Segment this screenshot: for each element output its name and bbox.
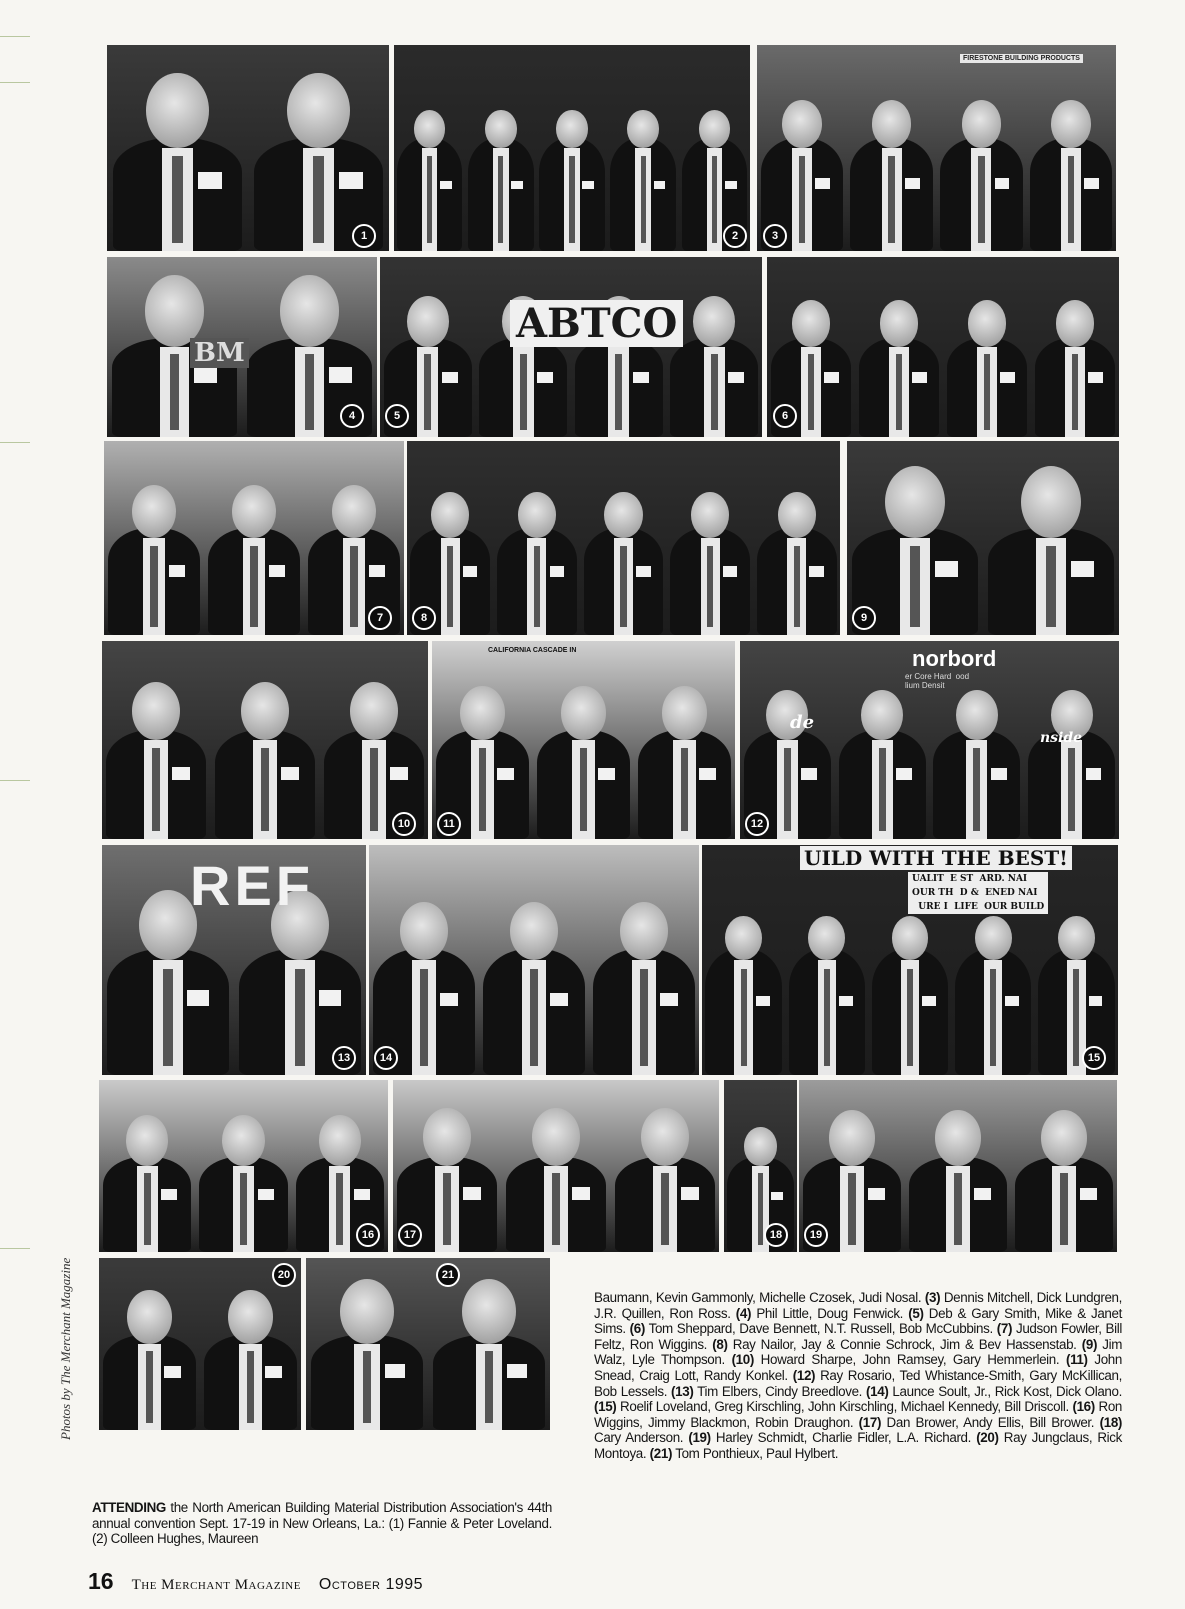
caption-item-number: (15): [594, 1399, 617, 1415]
name-badge: [265, 1366, 282, 1378]
photo-credit: Photos by The Merchant Magazine: [58, 1257, 73, 1440]
face: [462, 1279, 516, 1344]
caption-item-number: (3): [924, 1290, 941, 1305]
face: [627, 110, 658, 148]
face: [319, 1115, 362, 1166]
tie: [824, 969, 830, 1066]
face: [232, 485, 276, 538]
sign-norbord-sub: er Core Hard ood lium Densit: [905, 672, 970, 690]
name-badge: [354, 1189, 370, 1201]
name-badge: [633, 372, 649, 383]
name-badge: [1086, 768, 1102, 779]
name-badge: [922, 996, 936, 1006]
tie: [984, 354, 990, 430]
name-badge: [824, 372, 839, 383]
name-badge: [463, 1187, 481, 1200]
tie: [711, 354, 718, 430]
name-badge: [654, 181, 666, 190]
face: [485, 110, 516, 148]
face: [975, 916, 1012, 960]
margin-rule: [0, 82, 30, 83]
margin-rule: [0, 780, 30, 781]
photo: [306, 1258, 550, 1430]
tie: [978, 156, 985, 243]
name-badge: [723, 566, 737, 576]
caption-item-names: Roelif Loveland, Greg Kirschling, John Kirschling, Michael Kennedy, Bill Driscoll.: [620, 1399, 1069, 1415]
name-badge: [572, 1187, 590, 1200]
face: [782, 100, 822, 148]
face: [962, 100, 1002, 148]
tie: [707, 546, 713, 627]
caption-item-number: (18): [1099, 1414, 1123, 1430]
tie: [681, 748, 688, 831]
face: [935, 1110, 982, 1166]
tie: [1068, 748, 1075, 831]
tie: [661, 1173, 669, 1245]
photo-number-badge: 5: [385, 404, 409, 428]
tie: [910, 546, 920, 627]
sign-inside-b: nside: [1040, 730, 1083, 746]
photo-number-badge: 7: [368, 606, 392, 630]
name-badge: [912, 372, 927, 383]
caption-lead: ATTENDING: [92, 1500, 166, 1515]
photo: [394, 45, 750, 251]
caption-item-number: (11): [1065, 1352, 1088, 1368]
name-badge: [1084, 178, 1099, 189]
face: [892, 916, 929, 960]
caption-left-text: the North American Building Material Distribution Association's 44th annual convention Sept. 17-19 in New Orleans, La.: (1) Fannie & Peter Loveland. (2) Colleen Hughes, Maureen: [92, 1500, 552, 1547]
face: [662, 686, 707, 740]
photo: [767, 257, 1119, 437]
tie: [879, 748, 886, 831]
face: [340, 1279, 394, 1344]
face: [808, 916, 845, 960]
photo-number-badge: 14: [374, 1046, 398, 1070]
tie: [530, 969, 538, 1066]
tie: [1073, 969, 1079, 1066]
face: [556, 110, 587, 148]
face: [132, 682, 180, 740]
face: [518, 492, 556, 538]
tie: [170, 354, 180, 430]
caption-item-names: Tom Sheppard, Dave Bennett, N.T. Russell, Bob McCubbins.: [648, 1321, 993, 1337]
photo-number-badge: 19: [804, 1223, 828, 1247]
caption-item-names: Jim Walz, Lyle Thompson.: [594, 1336, 1123, 1368]
face: [861, 690, 903, 740]
tie: [163, 969, 173, 1066]
caption-item-names: Tom Ponthieux, Paul Hylbert.: [675, 1445, 839, 1461]
sign-build-sub: UALIT E ST ARD. NAI OUR TH D & ENED NAI URE I LIFE OUR BUILD: [908, 872, 1048, 914]
tie: [447, 546, 453, 627]
caption-item-number: (10): [731, 1352, 754, 1368]
face: [641, 1108, 689, 1166]
name-badge: [385, 1364, 405, 1379]
face: [132, 485, 176, 538]
caption-item-names: Phil Little, Doug Fenwick.: [756, 1305, 904, 1321]
tie: [896, 354, 902, 430]
tie: [313, 156, 323, 243]
photo-number-badge: 2: [723, 224, 747, 248]
tie: [580, 748, 587, 831]
tie: [907, 969, 913, 1066]
face: [1021, 466, 1081, 538]
caption-item-names: Harley Schmidt, Charlie Fidler, L.A. Richard.: [715, 1430, 972, 1446]
margin-rule: [0, 1248, 30, 1249]
tie: [498, 156, 503, 243]
caption-item-names: Howard Sharpe, John Ramsey, Gary Hemmerlein.: [760, 1352, 1060, 1368]
tie: [973, 748, 980, 831]
tie: [336, 1173, 343, 1245]
tie: [250, 546, 257, 627]
name-badge: [699, 768, 716, 780]
photo-number-badge: 15: [1082, 1046, 1106, 1070]
name-badge: [839, 996, 853, 1006]
tie: [640, 969, 648, 1066]
face: [139, 890, 197, 960]
name-badge: [164, 1366, 181, 1378]
caption-item-number: (19): [688, 1430, 711, 1446]
caption-item-names: Dan Brower, Andy Ellis, Bill Brower.: [886, 1414, 1095, 1430]
name-badge: [329, 367, 351, 383]
name-badge: [161, 1189, 177, 1201]
caption-left: [92, 1500, 552, 1547]
tie: [1068, 156, 1075, 243]
name-badge: [935, 561, 958, 577]
tie: [520, 354, 527, 430]
tie: [144, 1173, 151, 1245]
photo: [104, 441, 404, 635]
face: [414, 110, 445, 148]
name-badge: [281, 767, 299, 780]
face: [778, 492, 816, 538]
name-badge: [868, 1188, 886, 1201]
tie: [534, 546, 540, 627]
photo: [432, 641, 735, 839]
name-badge: [598, 768, 615, 780]
caption-item-names: Ron Wiggins, Jimmy Blackmon, Robin Draughon.: [594, 1399, 1123, 1430]
name-badge: [442, 372, 458, 383]
name-badge: [636, 566, 650, 576]
tie: [146, 1351, 153, 1423]
tie: [808, 354, 814, 430]
face: [829, 1110, 876, 1166]
tie: [240, 1173, 247, 1245]
caption-item-names: John Snead, Craig Lott, Randy Konkel.: [594, 1352, 1122, 1383]
face: [693, 296, 735, 347]
name-badge: [1071, 561, 1094, 577]
photo-number-badge: 1: [352, 224, 376, 248]
photo: [393, 1080, 719, 1252]
tie: [954, 1173, 962, 1245]
caption-item-number: (21): [649, 1445, 673, 1461]
tie: [990, 969, 996, 1066]
tie: [784, 748, 791, 831]
tie: [758, 1173, 763, 1245]
photo-number-badge: 3: [763, 224, 787, 248]
photo-number-badge: 18: [764, 1223, 788, 1247]
photo-number-badge: 13: [332, 1046, 356, 1070]
caption-item-number: (9): [1081, 1336, 1098, 1352]
tie: [1046, 546, 1056, 627]
photo-number-badge: 9: [852, 606, 876, 630]
tie: [427, 156, 432, 243]
photo-number-badge: 20: [272, 1263, 296, 1287]
face: [872, 100, 912, 148]
face: [691, 492, 729, 538]
caption-right: [594, 1290, 1122, 1462]
photo-number-badge: 16: [356, 1223, 380, 1247]
tie: [443, 1173, 451, 1245]
name-badge: [974, 1188, 992, 1201]
name-badge: [660, 993, 678, 1006]
face: [792, 300, 831, 347]
face: [332, 485, 376, 538]
tie: [1072, 354, 1078, 430]
tie: [479, 748, 486, 831]
name-badge: [507, 1364, 527, 1379]
name-badge: [809, 566, 823, 576]
face: [423, 1108, 471, 1166]
face: [1051, 100, 1091, 148]
sign-bm: BM: [190, 338, 249, 368]
tie: [615, 354, 622, 430]
face: [1056, 300, 1095, 347]
caption-item-number: (17): [858, 1414, 882, 1430]
photo-number-badge: 10: [392, 812, 416, 836]
sign-inside-a: de: [790, 712, 815, 733]
photo-number-badge: 21: [436, 1263, 460, 1287]
tie: [295, 969, 305, 1066]
face: [699, 110, 730, 148]
name-badge: [905, 178, 920, 189]
caption-item-number: (5): [908, 1305, 924, 1321]
photo: [757, 45, 1116, 251]
face: [620, 902, 669, 960]
face: [880, 300, 919, 347]
tie: [247, 1351, 254, 1423]
tie: [152, 748, 160, 831]
photo-number-badge: 12: [745, 812, 769, 836]
face: [222, 1115, 265, 1166]
margin-rule: [0, 36, 30, 37]
name-badge: [172, 767, 190, 780]
tie: [552, 1173, 560, 1245]
name-badge: [511, 181, 523, 190]
magazine-name: The Merchant Magazine: [131, 1577, 301, 1593]
photo-number-badge: 4: [340, 404, 364, 428]
caption-item-number: (8): [712, 1336, 728, 1352]
name-badge: [194, 367, 216, 383]
caption-item-names: Launce Soult, Jr., Rick Kost, Dick Olano.: [892, 1383, 1122, 1399]
photo: [99, 1258, 301, 1430]
face: [287, 73, 349, 148]
face: [744, 1127, 776, 1166]
face: [968, 300, 1007, 347]
face: [400, 902, 449, 960]
face: [146, 73, 208, 148]
sign-abtco: ABTCO: [510, 300, 683, 347]
name-badge: [995, 178, 1010, 189]
face: [280, 275, 340, 347]
name-badge: [258, 1189, 274, 1201]
sign-norbord: norbord: [912, 646, 997, 671]
name-badge: [319, 990, 341, 1006]
name-badge: [1005, 996, 1019, 1006]
photo-number-badge: 6: [773, 404, 797, 428]
tie: [370, 748, 378, 831]
face: [241, 682, 289, 740]
photo-number-badge: 11: [437, 812, 461, 836]
caption-item-names: Judson Fowler, Bill Feltz, Ron Wiggins.: [594, 1321, 1122, 1352]
photo-number-badge: 17: [398, 1223, 422, 1247]
name-badge: [815, 178, 830, 189]
tie: [1060, 1173, 1068, 1245]
caption-item-names: Deb & Gary Smith, Mike & Janet Sims.: [594, 1305, 1122, 1337]
tie: [620, 546, 626, 627]
name-badge: [390, 767, 408, 780]
name-badge: [463, 566, 477, 576]
margin-rule: [0, 442, 30, 443]
page-number: 16: [88, 1568, 114, 1594]
tie: [305, 354, 315, 430]
caption-item-names: Ray Jungclaus, Rick Montoya.: [594, 1430, 1122, 1461]
name-badge: [991, 768, 1007, 779]
name-badge: [440, 181, 452, 190]
photo: [99, 1080, 388, 1252]
face: [561, 686, 606, 740]
name-badge: [369, 565, 386, 577]
photo: [107, 45, 389, 251]
name-badge: [896, 768, 912, 779]
caption-item-number: (7): [996, 1321, 1013, 1337]
name-badge: [1000, 372, 1015, 383]
tie: [641, 156, 646, 243]
name-badge: [537, 372, 553, 383]
caption-item-names: Dennis Mitchell, Dick Lundgren, J.R. Quillen, Ron Ross.: [594, 1290, 1123, 1321]
tie: [888, 156, 895, 243]
name-badge: [1080, 1188, 1098, 1201]
face: [510, 902, 559, 960]
tie: [799, 156, 806, 243]
page-footer: [88, 1568, 423, 1595]
name-badge: [198, 172, 221, 189]
sign-california: CALIFORNIA CASCADE IN: [488, 647, 577, 654]
caption-item-number: (16): [1072, 1399, 1095, 1415]
caption-item-names: Baumann, Kevin Gammonly, Michelle Czosek, Judi Nosal.: [594, 1290, 922, 1305]
name-badge: [728, 372, 744, 383]
face: [127, 1290, 172, 1344]
caption-item-names: Ray Rosario, Ted Whistance-Smith, Gary McKillican, Bob Lessels.: [594, 1367, 1122, 1399]
name-badge: [550, 993, 568, 1006]
face: [126, 1115, 169, 1166]
face: [885, 466, 945, 538]
face: [460, 686, 505, 740]
name-badge: [440, 993, 458, 1006]
name-badge: [771, 1192, 783, 1201]
face: [1041, 1110, 1088, 1166]
caption-item-number: (14): [866, 1383, 889, 1399]
face: [532, 1108, 580, 1166]
face: [228, 1290, 273, 1344]
caption-item-number: (13): [671, 1383, 694, 1399]
caption-item-names: Ray Nailor, Jay & Connie Schrock, Jim & Bev Hassenstab.: [732, 1336, 1077, 1352]
name-badge: [582, 181, 594, 190]
face: [725, 916, 762, 960]
face: [407, 296, 449, 347]
photo: [407, 441, 840, 635]
photo-number-badge: 8: [412, 606, 436, 630]
face: [145, 275, 205, 347]
face: [604, 492, 642, 538]
sign-firestone: FIRESTONE BUILDING PRODUCTS: [960, 54, 1083, 63]
name-badge: [269, 565, 286, 577]
name-badge: [801, 768, 817, 779]
name-badge: [339, 172, 362, 189]
caption-item-number: (6): [629, 1321, 645, 1337]
tie: [848, 1173, 856, 1245]
caption-item-number: (20): [976, 1430, 999, 1446]
photo: [102, 641, 428, 839]
name-badge: [187, 990, 209, 1006]
photo: [799, 1080, 1117, 1252]
face: [956, 690, 998, 740]
tie: [261, 748, 269, 831]
tie: [172, 156, 182, 243]
name-badge: [550, 566, 564, 576]
name-badge: [756, 996, 770, 1006]
tie: [363, 1351, 372, 1423]
issue-date: October 1995: [318, 1576, 424, 1593]
caption-item-names: Tim Elbers, Cindy Breedlove.: [697, 1383, 863, 1399]
tie: [420, 969, 428, 1066]
name-badge: [497, 768, 514, 780]
tie: [485, 1351, 494, 1423]
name-badge: [1089, 996, 1103, 1006]
name-badge: [169, 565, 186, 577]
tie: [569, 156, 574, 243]
caption-item-names: Cary Anderson.: [594, 1430, 684, 1446]
face: [350, 682, 398, 740]
tie: [424, 354, 431, 430]
tie: [794, 546, 800, 627]
name-badge: [681, 1187, 699, 1200]
photo: [369, 845, 699, 1075]
caption-item-number: (12): [792, 1367, 816, 1383]
tie: [712, 156, 717, 243]
sign-build: UILD WITH THE BEST!: [800, 846, 1072, 870]
photo: [847, 441, 1119, 635]
tie: [150, 546, 157, 627]
name-badge: [725, 181, 737, 190]
photo: [724, 1080, 797, 1252]
tie: [741, 969, 747, 1066]
name-badge: [1088, 372, 1103, 383]
sign-ref: REF: [190, 854, 314, 917]
photo: [380, 257, 762, 437]
face: [1058, 916, 1095, 960]
tie: [350, 546, 357, 627]
caption-item-number: (4): [735, 1305, 752, 1321]
